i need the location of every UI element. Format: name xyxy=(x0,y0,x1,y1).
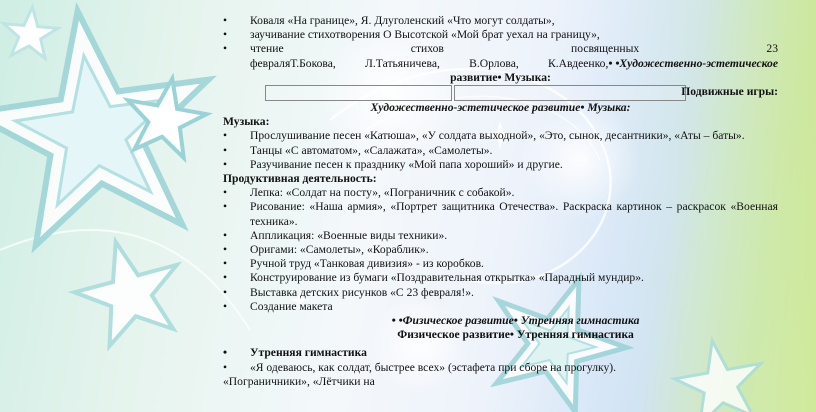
list-item: • Разучивание песен к празднику «Мой папа хороший» и другие. xyxy=(223,157,563,171)
list-item: • Конструирование из бумаги «Поздравительная открытка» «Парадный мундир». xyxy=(223,271,644,285)
star-icon xyxy=(1,5,59,60)
section-heading: Физическое развитие• Утренняя гимнастика xyxy=(397,328,634,342)
bullet: • xyxy=(223,28,228,42)
list-item: • заучивание стихотворения О Высотской «Мой брат уехал на границу», xyxy=(223,28,600,42)
list-item: • Лепка: «Солдат на посту», «Пограничник с собакой». xyxy=(223,186,515,200)
list-item: • Танцы «С автоматом», «Салажата», «Самолеты». xyxy=(223,143,493,157)
list-item: • Оригами: «Самолеты», «Кораблик». xyxy=(223,243,429,257)
list-item: • Коваля «На границе», Я. Длуголенский «Что могут солдаты», xyxy=(223,14,555,27)
list-item: • Ручной труд «Танковая дивизия» - из коробков. xyxy=(223,257,484,271)
list-item: • Утренняя гимнастика xyxy=(223,346,367,360)
bullet: • xyxy=(223,42,228,56)
list-item xyxy=(223,42,778,56)
document-body xyxy=(223,14,778,389)
list-item: • Прослушивание песен «Катюша», «У солдата выходной», «Это, сынок, десантники», «Аты – баты». xyxy=(223,129,745,143)
empty-field-box xyxy=(454,85,686,101)
section-heading: Художественно-эстетическое развитие• Музыка: xyxy=(370,101,631,115)
music-heading: Музыка: xyxy=(223,115,270,129)
list-item: • Аппликация: «Военные виды техники». xyxy=(223,228,448,242)
list-item: • Рисование: «Наша армия», «Портрет защитника Отечества». Раскраска картинок – раскрасок «Военная техника». xyxy=(223,200,778,228)
section-heading: • •Физическое развитие• Утренняя гимнастика xyxy=(391,314,640,328)
star-icon xyxy=(65,228,193,351)
outdoor-games-label: Подвижные игры: xyxy=(681,85,778,99)
empty-field-box xyxy=(265,85,452,101)
bullet: • xyxy=(223,14,228,27)
form-row xyxy=(223,85,778,101)
list-item: • Создание макета xyxy=(223,299,333,313)
list-item: • Выставка детских рисунков «С 23 февраля!». xyxy=(223,285,474,299)
list-item: • «Я одеваюсь, как солдат, быстрее всех» (эстафета при сборе на прогулку). xyxy=(223,360,617,374)
section-heading: развитие• Музыка: xyxy=(450,70,551,84)
justified-line: чтение стихов посвященных 23 xyxy=(250,42,778,56)
product-heading: Продуктивная деятельность: xyxy=(223,172,377,186)
trailing-line: «Пограничники», «Лётчики на xyxy=(223,374,375,388)
author-line: февраляТ.Бокова, Л.Татьяничева, В.Орлова, К.Авдеенко,• •Художественно-эстетическое xyxy=(250,56,778,70)
